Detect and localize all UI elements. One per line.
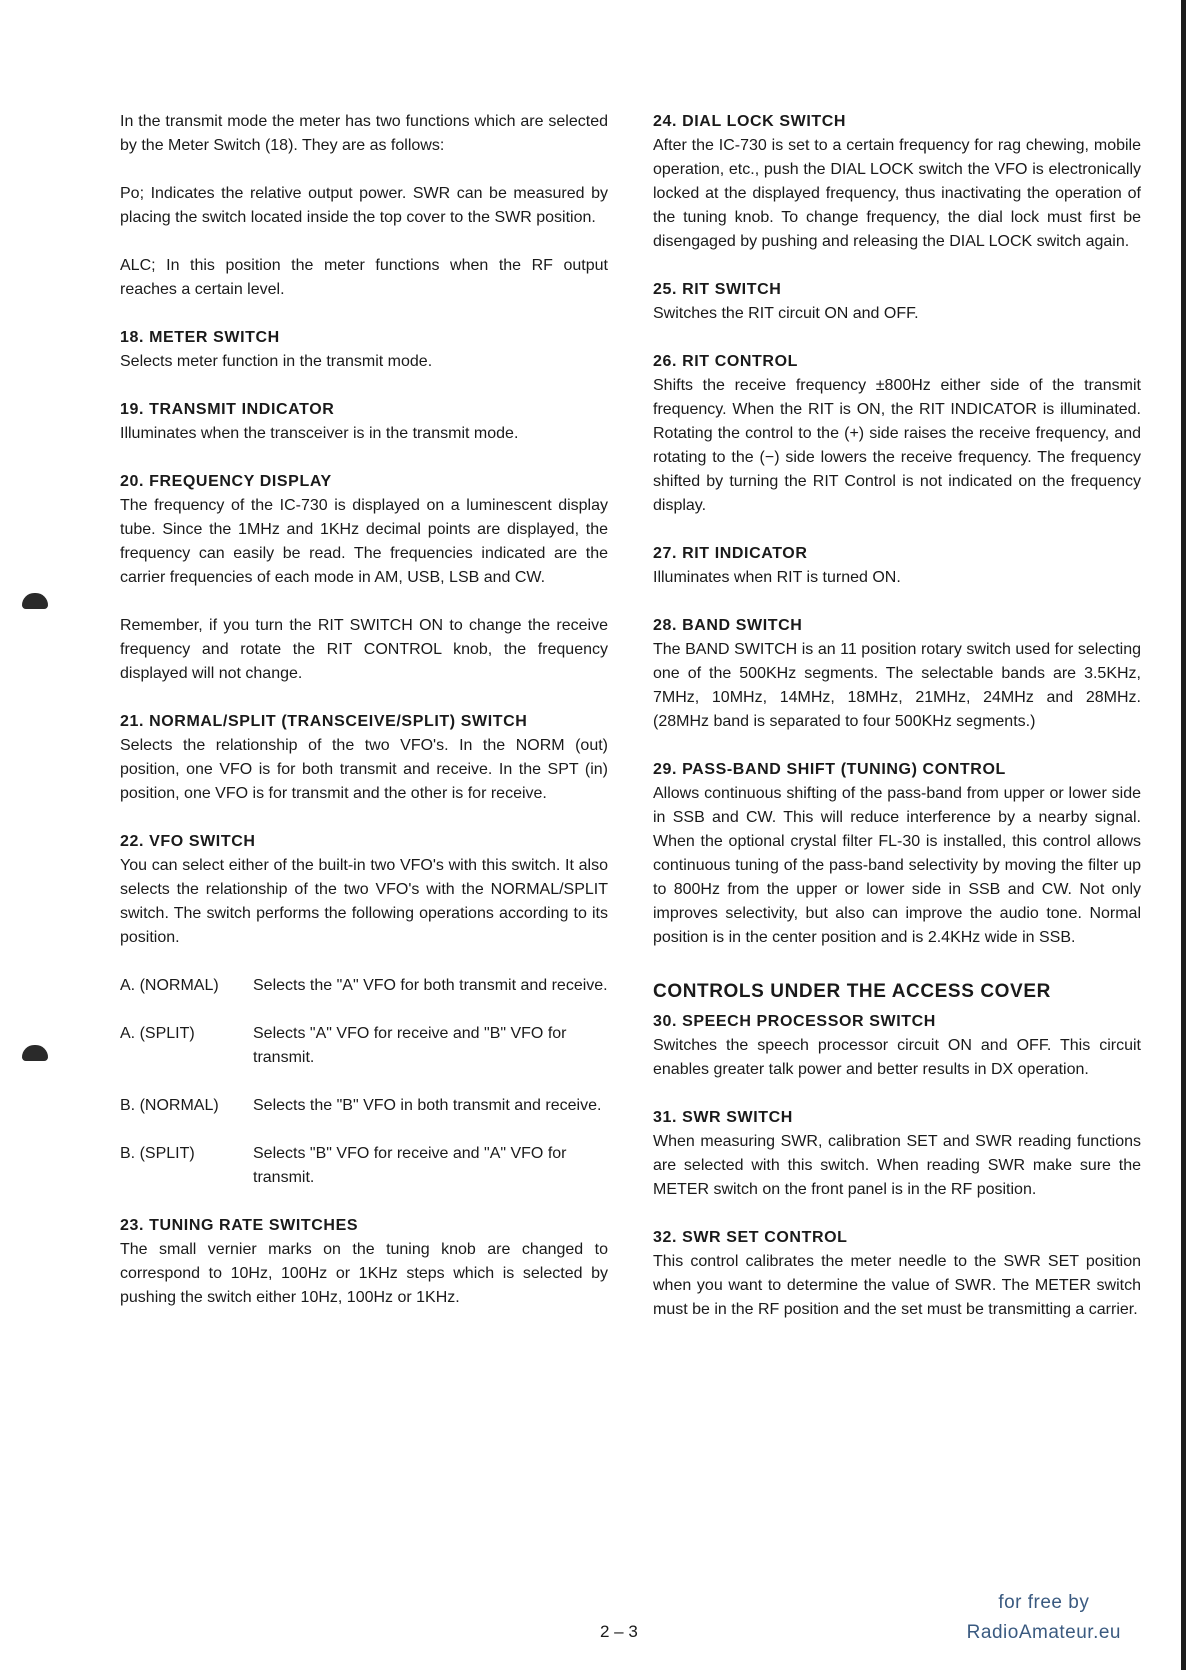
section-18	[120, 326, 608, 374]
section-heading: 29. PASS-BAND SHIFT (TUNING) CONTROL	[653, 761, 1006, 778]
section-20	[120, 470, 608, 686]
vfo-option-label: A. (NORMAL)	[120, 977, 219, 994]
section-23	[120, 1214, 608, 1310]
section-body: Switches the RIT circuit ON and OFF.	[653, 305, 919, 322]
section-31	[653, 1106, 1141, 1202]
po-paragraph: Po; Indicates the relative output power. SWR can be measured by placing the switch located inside the top cover to the SWR position.	[120, 185, 608, 226]
section-body: After the IC-730 is set to a certain frequency for rag chewing, mobile operation, etc., push the DIAL LOCK switch the VFO is electronically locked at the displayed frequency, thus inactivating the operation of the tuning knob. To change frequency, the dial lock must first be disengaged by pushing and releasing the DIAL LOCK switch again.	[653, 137, 1141, 250]
section-30	[653, 1010, 1141, 1082]
section-24	[653, 110, 1141, 254]
vfo-option	[120, 1094, 608, 1118]
section-heading: 32. SWR SET CONTROL	[653, 1229, 848, 1246]
section-body: You can select either of the built-in two VFO's with this switch. It also selects the relationship of the two VFO's with the NORMAL/SPLIT switch. The switch performs the following operations according to its position.	[120, 857, 608, 946]
section-body: Shifts the receive frequency ±800Hz either side of the transmit frequency. When the RIT is ON, the RIT INDICATOR is illuminated. Rotating the control to the (+) side raises the receive frequency, and rotating to the (−) side lowers the receive frequency. The frequency shifted by turning the RIT Control is not indicated on the frequency display.	[653, 377, 1141, 514]
watermark-line-2: RadioAmateur.eu	[966, 1622, 1121, 1643]
section-body: Illuminates when RIT is turned ON.	[653, 569, 901, 586]
section-heading: 18. METER SWITCH	[120, 329, 280, 346]
vfo-option-label: B. (SPLIT)	[120, 1145, 195, 1162]
section-body: The frequency of the IC-730 is displayed on a luminescent display tube. Since the 1MHz and 1KHz decimal points are displayed, the frequency can easily be read. The frequencies indicated are the carrier frequencies of each mode in AM, USB, LSB and CW.	[120, 497, 608, 586]
vfo-option-text: Selects "B" VFO for receive and "A" VFO for transmit.	[253, 1145, 567, 1186]
section-27	[653, 542, 1141, 590]
section-body-2: Remember, if you turn the RIT SWITCH ON to change the receive frequency and rotate the RIT CONTROL knob, the frequency displayed will not change.	[120, 617, 608, 682]
section-19	[120, 398, 608, 446]
section-heading: 21. NORMAL/SPLIT (TRANSCEIVE/SPLIT) SWITCH	[120, 713, 528, 730]
page-edge	[1181, 0, 1186, 1670]
section-heading: 24. DIAL LOCK SWITCH	[653, 113, 847, 130]
section-heading: 28. BAND SWITCH	[653, 617, 803, 634]
access-cover-title: CONTROLS UNDER THE ACCESS COVER	[653, 981, 1051, 1002]
alc-paragraph: ALC; In this position the meter functions when the RF output reaches a certain level.	[120, 257, 608, 298]
section-32	[653, 1226, 1141, 1322]
vfo-option	[120, 1142, 608, 1190]
vfo-option-label: B. (NORMAL)	[120, 1097, 219, 1114]
section-heading: 30. SPEECH PROCESSOR SWITCH	[653, 1013, 936, 1030]
section-22	[120, 830, 608, 1190]
section-body: Switches the speech processor circuit ON and OFF. This circuit enables greater talk power and better results in DX operation.	[653, 1037, 1141, 1078]
page-number: 2 – 3	[600, 1622, 638, 1641]
section-heading: 23. TUNING RATE SWITCHES	[120, 1217, 359, 1234]
right-column	[653, 110, 1141, 1346]
vfo-option	[120, 974, 608, 998]
vfo-option-label: A. (SPLIT)	[120, 1025, 195, 1042]
section-29	[653, 758, 1141, 950]
section-body: The small vernier marks on the tuning knob are changed to correspond to 10Hz, 100Hz or 1KHz steps which is selected by pushing the switch either 10Hz, 100Hz or 1KHz.	[120, 1241, 608, 1306]
section-heading: 25. RIT SWITCH	[653, 281, 782, 298]
section-21	[120, 710, 608, 806]
section-heading: 31. SWR SWITCH	[653, 1109, 793, 1126]
section-body: Selects meter function in the transmit mode.	[120, 353, 433, 370]
section-heading: 22. VFO SWITCH	[120, 833, 256, 850]
left-column	[120, 110, 608, 1334]
section-28	[653, 614, 1141, 734]
intro-paragraph: In the transmit mode the meter has two functions which are selected by the Meter Switch (18). They are as follows:	[120, 113, 608, 154]
vfo-option-text: Selects the "A" VFO for both transmit and receive.	[253, 977, 608, 994]
section-26	[653, 350, 1141, 518]
watermark	[967, 1588, 1121, 1648]
section-25	[653, 278, 1141, 326]
binder-punch-hole-top	[22, 593, 48, 609]
binder-punch-hole-bottom	[22, 1045, 48, 1061]
vfo-option-text: Selects the "B" VFO in both transmit and receive.	[253, 1097, 602, 1114]
section-body: This control calibrates the meter needle to the SWR SET position when you want to determine the value of SWR. The METER switch must be in the RF position and the set must be transmitting a carrier.	[653, 1253, 1141, 1318]
section-body: When measuring SWR, calibration SET and SWR reading functions are selected with this switch. When reading SWR make sure the METER switch on the front panel is in the RF position.	[653, 1133, 1141, 1198]
section-body: Selects the relationship of the two VFO's. In the NORM (out) position, one VFO is for both transmit and receive. In the SPT (in) position, one VFO is for transmit and the other is for receive.	[120, 737, 608, 802]
watermark-line-1: for free by	[998, 1592, 1090, 1613]
vfo-option-text: Selects "A" VFO for receive and "B" VFO for transmit.	[253, 1025, 567, 1066]
section-heading: 20. FREQUENCY DISPLAY	[120, 473, 332, 490]
section-heading: 27. RIT INDICATOR	[653, 545, 808, 562]
vfo-option	[120, 1022, 608, 1070]
section-body: The BAND SWITCH is an 11 position rotary switch used for selecting one of the 500KHz segments. The selectable bands are 3.5KHz, 7MHz, 10MHz, 14MHz, 18MHz, 21MHz, 24MHz and 28MHz. (28MHz band is separated to four 500KHz segments.)	[653, 641, 1141, 730]
section-body: Illuminates when the transceiver is in the transmit mode.	[120, 425, 519, 442]
section-heading: 19. TRANSMIT INDICATOR	[120, 401, 335, 418]
section-heading: 26. RIT CONTROL	[653, 353, 799, 370]
section-body: Allows continuous shifting of the pass-band from upper or lower side in SSB and CW. This will reduce interference by a nearby signal. When the optional crystal filter FL-30 is installed, this control allows continuous tuning of the pass-band selectivity by moving the filter up to 800Hz from the upper or lower side in SSB and CW. Not only improves selectivity, but also can improve the audio tone. Normal position is in the center position and is 2.4KHz wide in SSB.	[653, 785, 1141, 946]
